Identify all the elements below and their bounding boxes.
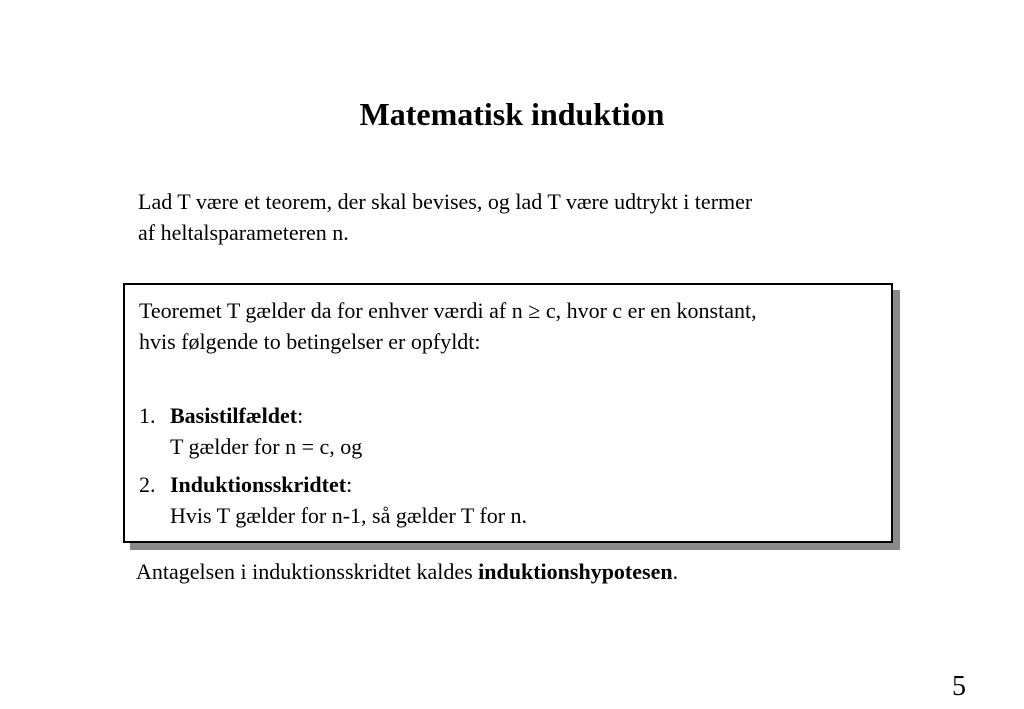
intro-line-2: af heltalsparameteren n. xyxy=(138,220,349,245)
page-number: 5 xyxy=(952,671,966,702)
intro-paragraph xyxy=(138,186,898,248)
condition-heading xyxy=(170,400,870,431)
slide-title: Matematisk induktion xyxy=(359,96,665,132)
condition-heading xyxy=(170,469,870,500)
condition-text: Hvis T gælder for n-1, så gælder T for n. xyxy=(170,503,528,528)
theorem-line-1: Teoremet T gælder da for enhver værdi af n ≥ c, hvor c er en konstant, xyxy=(139,298,757,323)
condition-number: 2. xyxy=(139,472,156,497)
condition-body xyxy=(170,400,870,462)
intro-line-1: Lad T være et teorem, der skal bevises, og lad T være udtrykt i termer xyxy=(138,189,753,214)
theorem-box xyxy=(123,283,893,543)
hypothesis-note xyxy=(136,556,936,587)
hypothesis-note-end: . xyxy=(672,559,679,584)
theorem-line-2: hvis følgende to betingelser er opfyldt: xyxy=(139,329,481,354)
condition-number: 1. xyxy=(139,403,156,428)
hypothesis-term: induktionshypotesen xyxy=(478,559,673,584)
condition-colon: : xyxy=(297,403,304,428)
condition-text: T gælder for n = c, og xyxy=(170,434,363,459)
condition-colon: : xyxy=(346,472,353,497)
condition-name: Induktionsskridtet xyxy=(170,472,347,497)
hypothesis-note-text: Antagelsen i induktionsskridtet kaldes xyxy=(136,559,479,584)
condition-body xyxy=(170,469,870,531)
condition-name: Basistilfældet xyxy=(170,403,298,428)
theorem-statement xyxy=(139,295,889,357)
